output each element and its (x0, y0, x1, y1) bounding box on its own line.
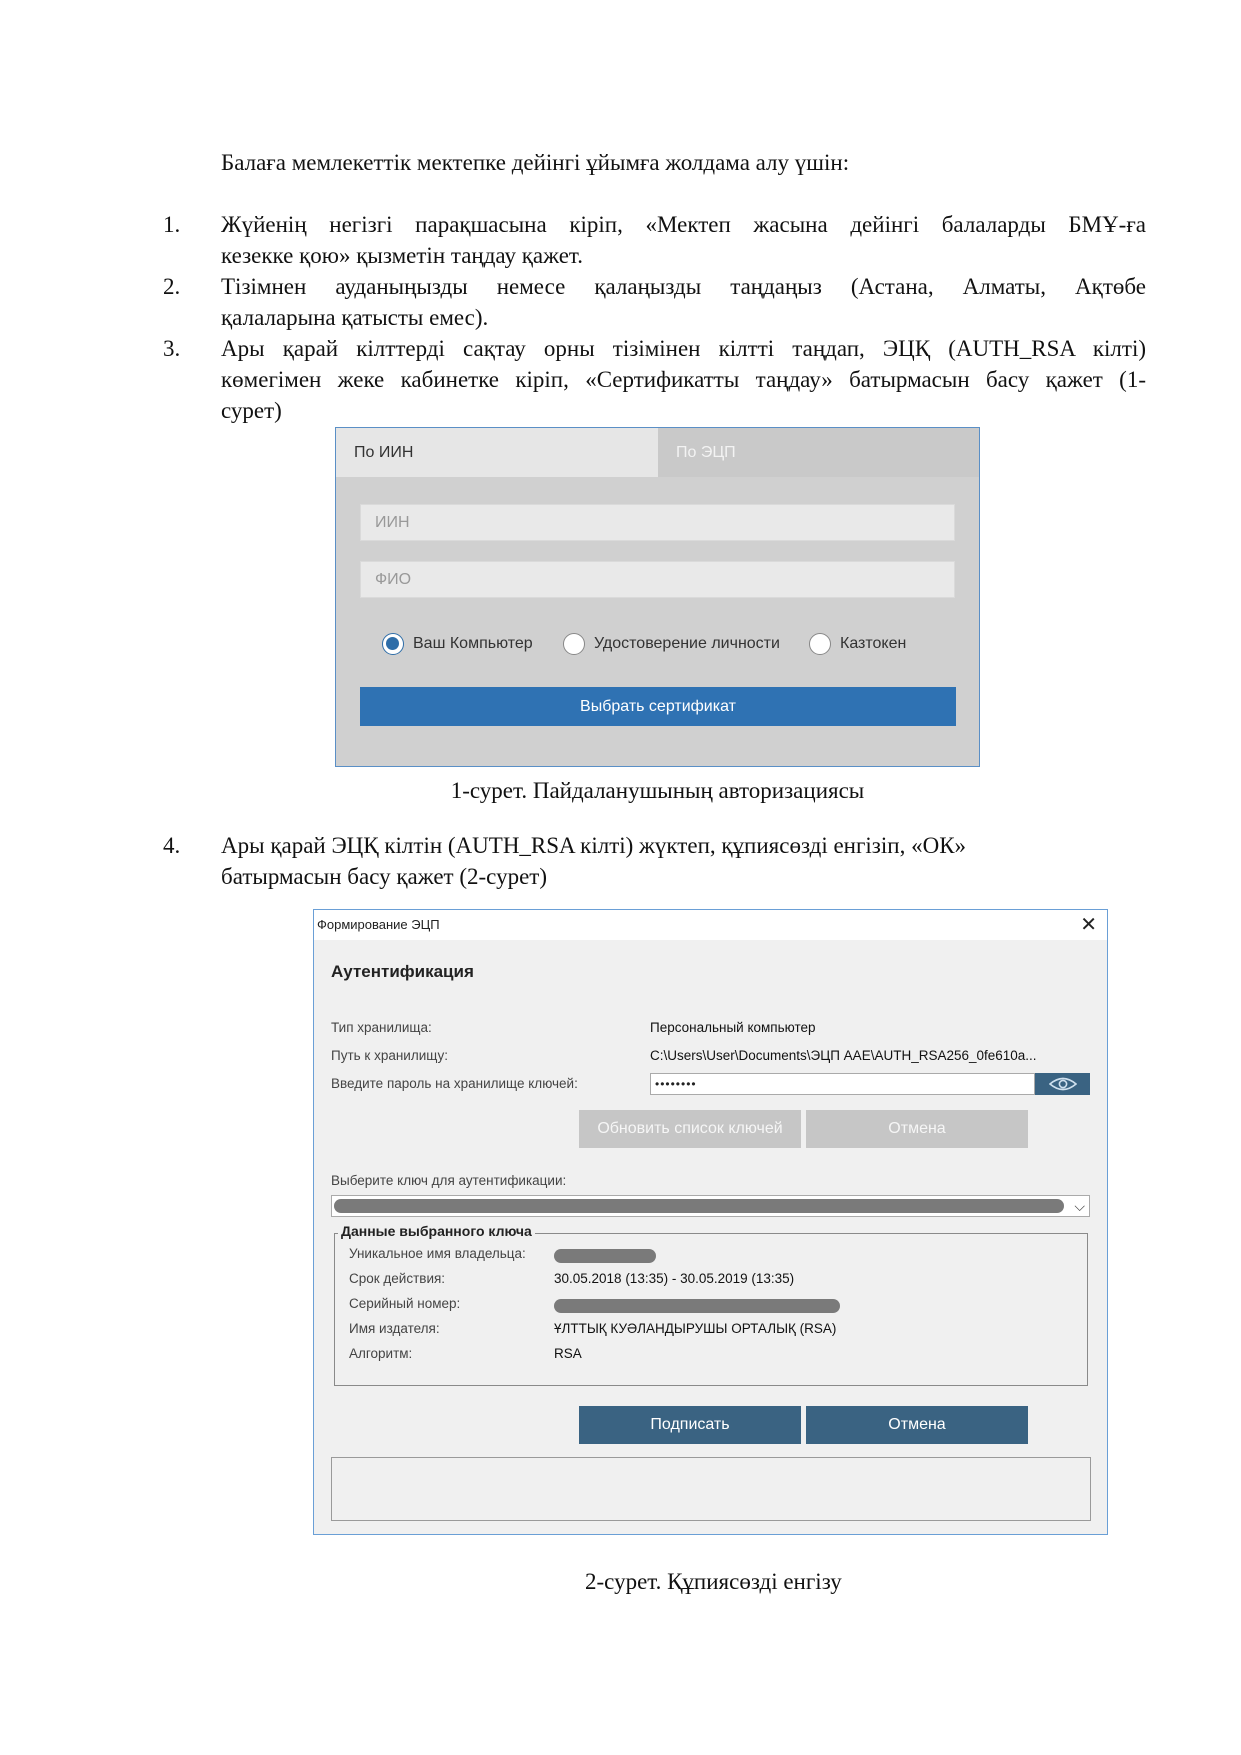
step-2-line-1: Тізімнен ауданыңызды немесе қалаңызды таңдаңыз (Астана, Алматы, Ақтөбе (221, 274, 1146, 299)
radio-unselected-icon (563, 633, 585, 655)
tab-by-iin[interactable]: По ИИН (336, 428, 658, 477)
radio-kaztoken[interactable] (809, 631, 906, 657)
radio-computer-label: Ваш Компьютер (413, 635, 533, 652)
show-password-button[interactable] (1035, 1073, 1090, 1095)
step-1-text (221, 209, 1146, 271)
validity-label: Срок действия: (349, 1271, 446, 1286)
step-3-number: 3. (163, 336, 181, 361)
issuer-value: ҰЛТТЫҚ КУӘЛАНДЫРУШЫ ОРТАЛЫҚ (RSA) (554, 1321, 837, 1336)
cancel-button-bottom[interactable]: Отмена (806, 1406, 1028, 1444)
selected-key-details-title: Данные выбранного ключа (338, 1223, 535, 1239)
iin-input[interactable]: ИИН (360, 504, 955, 541)
redacted-owner (554, 1249, 656, 1263)
radio-unselected-icon (809, 633, 831, 655)
algorithm-label: Алгоритм: (349, 1346, 413, 1361)
radio-computer[interactable] (382, 631, 533, 657)
radio-id-card[interactable] (563, 631, 780, 657)
owner-label: Уникальное имя владельца: (349, 1246, 526, 1261)
sign-button[interactable]: Подписать (579, 1406, 801, 1444)
password-label: Введите пароль на хранилище ключей: (331, 1076, 578, 1091)
issuer-label: Имя издателя: (349, 1321, 440, 1336)
step-1-line-2: кезекке қою» қызметін таңдау қажет. (221, 243, 583, 268)
step-2-line-2: қалаларына қатысты емес). (221, 305, 489, 330)
radio-selected-icon (382, 633, 404, 655)
step-3-line-2: көмегімен жеке кабинетке кіріп, «Сертификатты таңдау» батырмасын басу қажет (1- (221, 367, 1146, 392)
step-4-number: 4. (163, 833, 181, 858)
step-4-line-1: Ары қарай ЭЦҚ кілтін (AUTH_RSA кілті) жүктеп, құпиясөзді енгізіп, «ОК» (221, 833, 967, 858)
radio-id-card-label: Удостоверение личности (594, 635, 780, 652)
step-4-line-2: батырмасын басу қажет (2-сурет) (221, 864, 547, 889)
storage-type-value: Персональный компьютер (650, 1020, 816, 1035)
step-2-text (221, 271, 1146, 333)
chevron-down-icon: ⌵ (1074, 1198, 1085, 1214)
window-title: Формирование ЭЦП (317, 917, 440, 932)
figure-2-signing-dialog (313, 909, 1108, 1535)
fio-input[interactable]: ФИО (360, 561, 955, 598)
key-select-label: Выберите ключ для аутентификации: (331, 1173, 567, 1188)
refresh-keys-button[interactable]: Обновить список ключей (579, 1110, 801, 1148)
storage-path-label: Путь к хранилищу: (331, 1048, 449, 1063)
step-2-number: 2. (163, 274, 181, 299)
intro-text: Балаға мемлекеттік мектепке дейінгі ұйымға жолдама алу үшін: (221, 150, 850, 175)
redacted-key-name (334, 1199, 1064, 1213)
radio-kaztoken-label: Казтокен (840, 635, 907, 652)
validity-value: 30.05.2018 (13:35) - 30.05.2019 (13:35) (554, 1271, 795, 1286)
tab-by-ecp[interactable]: По ЭЦП (658, 428, 979, 477)
step-3-line-1: Ары қарай кілттерді сақтау орны тізімінен кілтті таңдап, ЭЦҚ (AUTH_RSA кілті) (221, 336, 1146, 361)
window-titlebar (314, 910, 1107, 940)
storage-path-value: C:\Users\User\Documents\ЭЦП ААЕ\AUTH_RSA256_0fe610a... (650, 1048, 1037, 1063)
step-3-text (221, 333, 1146, 426)
step-3-line-3: сурет) (221, 398, 282, 423)
figure-1-login-panel (335, 427, 980, 767)
eye-icon (1049, 1077, 1077, 1091)
close-icon[interactable]: ✕ (1080, 914, 1097, 936)
step-1-number: 1. (163, 212, 181, 237)
step-1-line-1: Жүйенің негізгі парақшасына кіріп, «Мектеп жасына дейінгі балаларды БМҰ-ға (221, 212, 1146, 237)
serial-label: Серийный номер: (349, 1296, 461, 1311)
figure-1-caption: 1-сурет. Пайдаланушының авторизациясы (450, 778, 865, 803)
algorithm-value: RSA (554, 1346, 582, 1361)
status-area (331, 1457, 1091, 1521)
storage-type-label: Тип хранилища: (331, 1020, 432, 1035)
step-4-text (221, 830, 1146, 892)
select-certificate-button[interactable]: Выбрать сертификат (360, 687, 956, 726)
password-input[interactable]: •••••••• (650, 1073, 1035, 1095)
key-select-dropdown[interactable] (331, 1195, 1090, 1217)
dialog-heading: Аутентификация (331, 962, 474, 981)
cancel-button-top[interactable]: Отмена (806, 1110, 1028, 1148)
redacted-serial (554, 1299, 840, 1313)
figure-2-caption: 2-сурет. Құпиясөзді енгізу (585, 1569, 842, 1594)
